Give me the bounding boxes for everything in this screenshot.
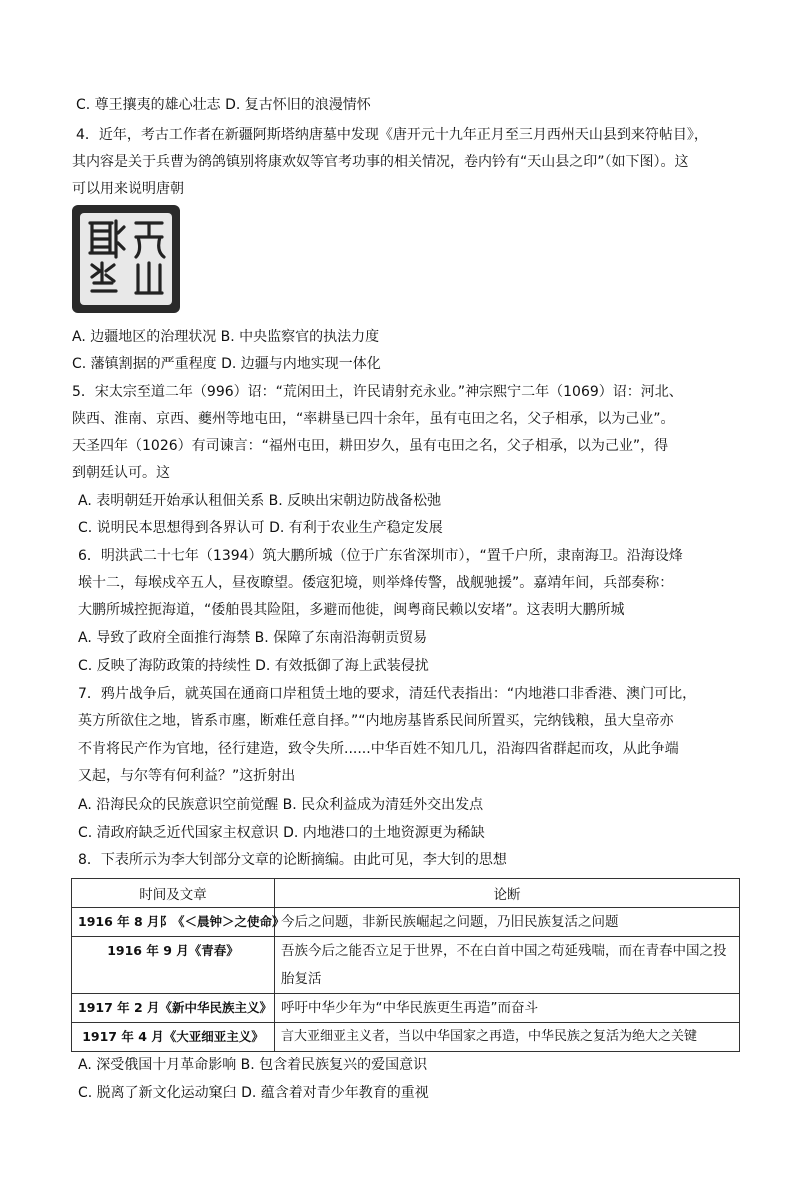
- table-cell-claim: 呼吁中华少年为“中华民族更生再造”而奋斗: [275, 994, 740, 1023]
- table-row: [72, 994, 740, 1023]
- table-cell-time: 1916 年 8 月阝《＜晨钟＞之使命》: [72, 908, 275, 937]
- q6-stem-line-2: 堠十二，每堠戍卒五人，昼夜瞭望。倭寇犯境，则举烽传警，战舰驰援”。嘉靖年间，兵部奏称：: [78, 575, 674, 591]
- q4-stem-line-1: 4．近年，考古工作者在新疆阿斯塔纳唐墓中发现《唐开元十九年正月至三月西州天山县到来符帖目》，: [76, 127, 708, 143]
- table-row: [72, 908, 740, 937]
- table-cell-time: 1916 年 9 月《青春》: [72, 937, 275, 994]
- table-header-claim: 论断: [275, 879, 740, 908]
- table-cell-claim: 今后之问题，非新民族崛起之问题，乃旧民族复活之问题: [275, 908, 740, 937]
- table-row: [72, 937, 740, 994]
- q5-options-cd: C. 说明民本思想得到各界认可 D. 有利于农业生产稳定发展: [78, 520, 443, 536]
- q7-options-cd: C. 清政府缺乏近代国家主权意识 D. 内地港口的土地资源更为稀缺: [78, 825, 485, 841]
- q6-stem-line-3: 大鹏所城控扼海道，“倭舶畏其险阻，多避而他徙，闽粤商民赖以安堵”。这表明大鹏所城: [78, 602, 625, 618]
- q4-stem-line-3: 可以用来说明唐朝: [72, 181, 184, 197]
- q4-options-ab: A. 边疆地区的治理状况 B. 中央监察官的执法力度: [72, 329, 380, 345]
- q5-stem-line-2: 陕西、淮南、京西、夔州等地屯田，“率耕垦已四十余年，虽有屯田之名，父子相承，以为己业”。: [72, 411, 675, 427]
- q7-options-ab: A. 沿海民众的民族意识空前觉醒 B. 民众利益成为清廷外交出发点: [78, 797, 484, 813]
- table-cell-claim: 言大亚细亚主义者，当以中华国家之再造，中华民族之复活为绝大之关键: [275, 1023, 740, 1052]
- q3-options-cd: C. 尊王攘夷的雄心壮志 D. 复古怀旧的浪漫情怀: [76, 97, 371, 113]
- q5-options-ab: A. 表明朝廷开始承认租佃关系 B. 反映出宋朝边防战备松弛: [78, 493, 442, 509]
- q8-stem: 8．下表所示为李大钊部分文章的论断摘编。由此可见，李大钊的思想: [78, 852, 507, 868]
- table-header-row: [72, 879, 740, 908]
- q5-stem-line-4: 到朝廷认可。这: [72, 465, 170, 481]
- q7-stem-line-2: 英方所欲住之地，皆系市廛，断难任意自择。”“内地房基皆系民间所置买，完纳钱粮，虽大皇帝亦: [78, 713, 674, 729]
- table-cell-time: 1917 年 2 月《新中华民族主义》: [72, 994, 275, 1023]
- table-row: [72, 1023, 740, 1052]
- q7-stem-line-4: 又起，与尔等有何利益？”这折射出: [78, 768, 296, 784]
- q8-options-cd: C. 脱离了新文化运动窠臼 D. 蕴含着对青少年教育的重视: [78, 1085, 429, 1101]
- q5-stem-line-3: 天圣四年（1026）有司谏言：“福州屯田，耕田岁久，虽有屯田之名，父子相承，以为己业”，得: [72, 438, 669, 454]
- q8-options-ab: A. 深受俄国十月革命影响 B. 包含着民族复兴的爱国意识: [78, 1057, 428, 1073]
- q4-stem-line-2: 其内容是关于兵曹为鹆鸽镇别将康欢奴等官考功事的相关情况，卷内钤有“天山县之印”（如下图）。这: [72, 154, 689, 170]
- q6-options-cd: C. 反映了海防政策的持续性 D. 有效抵御了海上武装侵扰: [78, 658, 429, 674]
- seal-script-glyphs: [80, 213, 172, 305]
- q7-stem-line-3: 不肯将民产作为官地，径行建造，致令失所......中华百姓不知几几，沿海四省群起而攻，从此争端: [78, 741, 679, 757]
- q5-stem-line-1: 5．宋太宗至道二年（996）诏：“荒闲田土，许民请射充永业。”神宗熙宁二年（1069）诏：河北、: [72, 384, 683, 400]
- li-dazhao-articles-table: [71, 878, 740, 1052]
- table-cell-claim: 吾族今后之能否立足于世界，不在白首中国之苟延残喘，而在青春中国之投胎复活: [275, 937, 740, 994]
- q6-stem-line-1: 6．明洪武二十七年（1394）筑大鹏所城（位于广东省深圳市），“置千户所，隶南海卫。沿海设烽: [78, 548, 683, 564]
- seal-image: [72, 205, 180, 313]
- table-cell-time: 1917 年 4 月《大亚细亚主义》: [72, 1023, 275, 1052]
- q4-options-cd: C. 藩镇割据的严重程度 D. 边疆与内地实现一体化: [72, 356, 381, 372]
- seal-face: [80, 213, 172, 305]
- q6-options-ab: A. 导致了政府全面推行海禁 B. 保障了东南沿海朝贡贸易: [78, 630, 428, 646]
- table-header-time: 时间及文章: [72, 879, 275, 908]
- q7-stem-line-1: 7．鸦片战争后，就英国在通商口岸租赁土地的要求，清廷代表指出：“内地港口非香港、澳门可比，: [78, 686, 697, 702]
